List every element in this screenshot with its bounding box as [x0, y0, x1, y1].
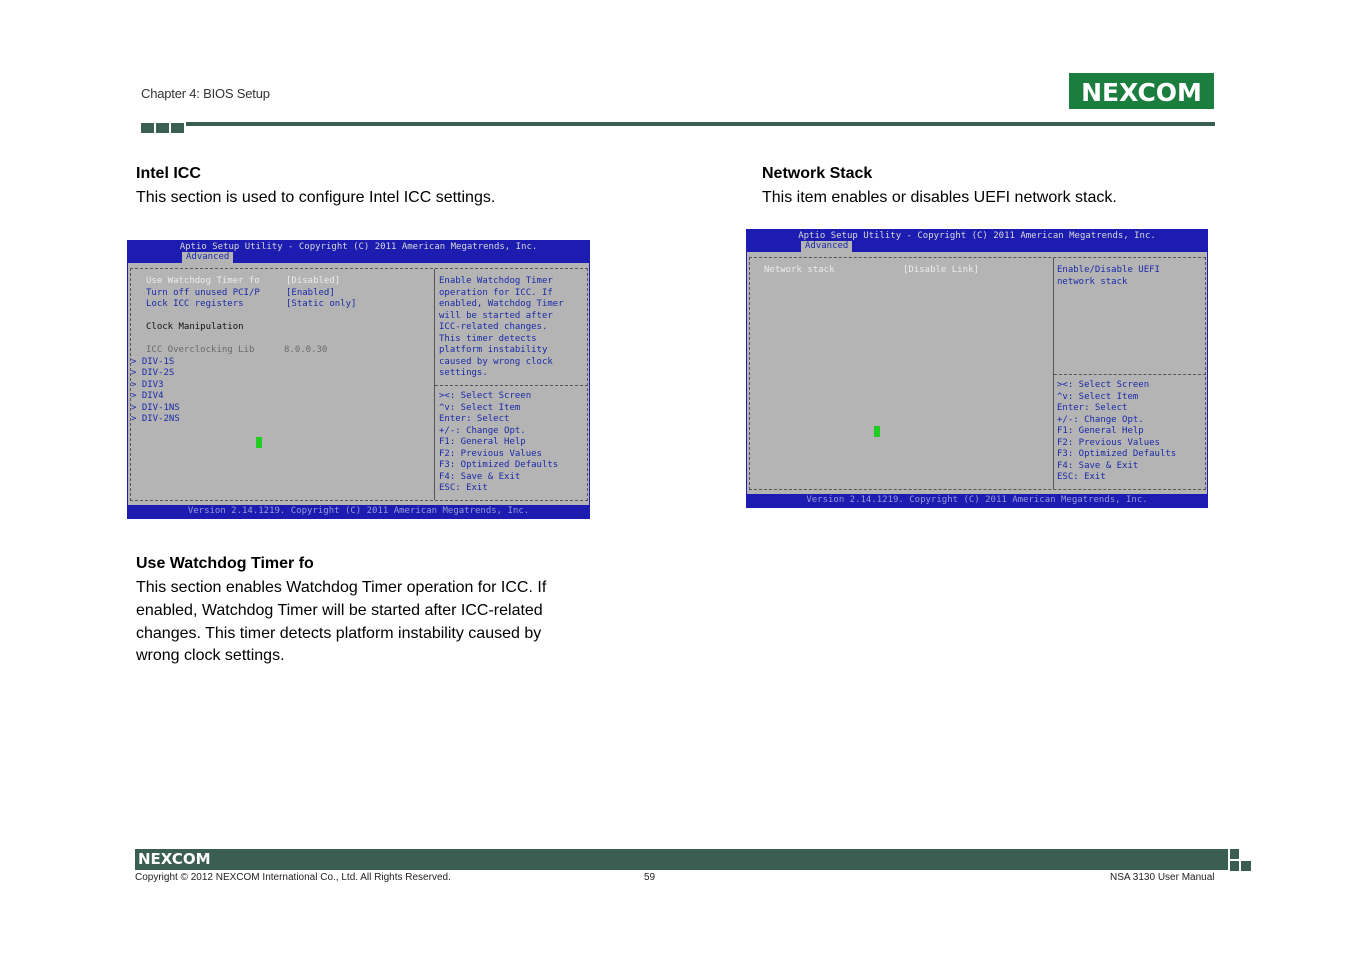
- key-help-line: +/-: Change Opt.: [439, 426, 526, 436]
- key-help-line: ESC: Exit: [1057, 472, 1106, 482]
- key-help-line: F4: Save & Exit: [439, 472, 521, 482]
- key-help-line: Enter: Select: [439, 414, 510, 424]
- help-line: caused by wrong clock: [439, 357, 553, 367]
- submenu-div-1ns[interactable]: > DIV-1NS: [131, 403, 180, 413]
- help-line: enabled, Watchdog Timer: [439, 299, 564, 309]
- header-squares: [141, 123, 184, 133]
- watchdog-text-line: This section enables Watchdog Timer operation for ICC. If: [136, 579, 547, 596]
- help-line: Enable/Disable UEFI: [1057, 265, 1160, 275]
- help-line: will be started after: [439, 311, 553, 321]
- tab-advanced[interactable]: Advanced: [182, 252, 233, 263]
- menu-value-pci[interactable]: [Enabled]: [286, 288, 335, 298]
- footer-bar: [135, 849, 1228, 870]
- help-line: Enable Watchdog Timer: [439, 276, 553, 286]
- help-line: network stack: [1057, 277, 1128, 287]
- key-help-line: F1: General Help: [439, 437, 526, 447]
- bios-version-bar: Version 2.14.1219. Copyright (C) 2011 American Megatrends, Inc.: [128, 505, 589, 518]
- footer-squares: [1230, 849, 1252, 871]
- key-help-line: ><: Select Screen: [1057, 380, 1150, 390]
- submenu-div4[interactable]: > DIV4: [131, 391, 164, 401]
- network-stack-title: Network Stack: [762, 165, 873, 182]
- help-line: platform instability: [439, 345, 548, 355]
- chapter-title: Chapter 4: BIOS Setup: [141, 86, 270, 101]
- menu-value-watchdog[interactable]: [Disabled]: [286, 276, 341, 286]
- network-stack-text: This item enables or disables UEFI network stack.: [762, 189, 1117, 206]
- clock-manipulation-label: Clock Manipulation: [146, 322, 244, 332]
- tab-advanced[interactable]: Advanced: [801, 241, 852, 252]
- watchdog-text-line: changes. This timer detects platform instability caused by: [136, 625, 542, 642]
- key-help-line: F2: Previous Values: [1057, 438, 1160, 448]
- menu-item-lock-icc[interactable]: Lock ICC registers: [146, 299, 244, 309]
- bios-title: Aptio Setup Utility - Copyright (C) 2011 American Megatrends, Inc.: [798, 231, 1156, 241]
- bios-help-divider: [1054, 374, 1206, 375]
- key-help-line: ESC: Exit: [439, 483, 488, 493]
- menu-item-watchdog[interactable]: Use Watchdog Timer fo: [146, 276, 260, 286]
- key-help-line: ><: Select Screen: [439, 391, 532, 401]
- submenu-div3[interactable]: > DIV3: [131, 380, 164, 390]
- header-rule: [186, 122, 1215, 126]
- key-help-line: +/-: Change Opt.: [1057, 415, 1144, 425]
- submenu-div-1s[interactable]: > DIV-1S: [131, 357, 175, 367]
- key-help-line: Enter: Select: [1057, 403, 1128, 413]
- key-help-line: ^v: Select Item: [439, 403, 521, 413]
- key-help-line: F4: Save & Exit: [1057, 461, 1139, 471]
- footer-copyright: Copyright © 2012 NEXCOM International Co., Ltd. All Rights Reserved.: [135, 872, 451, 883]
- bios-version-bar: Version 2.14.1219. Copyright (C) 2011 American Megatrends, Inc.: [747, 494, 1207, 507]
- menu-item-pci[interactable]: Turn off unused PCI/P: [146, 288, 260, 298]
- footer-manual-name: NSA 3130 User Manual: [1110, 872, 1215, 883]
- bios-top-bar: [128, 241, 589, 263]
- key-help-line: ^v: Select Item: [1057, 392, 1139, 402]
- menu-value-network-stack[interactable]: [Disable Link]: [903, 265, 979, 275]
- bios-title: Aptio Setup Utility - Copyright (C) 2011 American Megatrends, Inc.: [179, 242, 538, 252]
- menu-value-lock-icc[interactable]: [Static only]: [286, 299, 357, 309]
- submenu-div-2ns[interactable]: > DIV-2NS: [131, 414, 180, 424]
- watchdog-title: Use Watchdog Timer fo: [136, 555, 314, 572]
- bios-screen-network-stack: [746, 229, 1208, 508]
- watchdog-text-line: wrong clock settings.: [136, 647, 285, 664]
- key-help-line: F2: Previous Values: [439, 449, 542, 459]
- submenu-div-2s[interactable]: > DIV-2S: [131, 368, 175, 378]
- help-line: settings.: [439, 368, 488, 378]
- bios-help-divider: [435, 385, 588, 386]
- help-line: This timer detects: [439, 334, 537, 344]
- icc-lib-value: 8.0.0.30: [284, 345, 328, 355]
- text-cursor: [874, 426, 880, 437]
- footer-page-number: 59: [644, 872, 656, 883]
- intel-icc-text: This section is used to configure Intel ICC settings.: [136, 189, 496, 206]
- icc-lib-label: ICC Overclocking Lib: [146, 345, 255, 355]
- help-line: ICC-related changes.: [439, 322, 548, 332]
- help-line: operation for ICC. If: [439, 288, 553, 298]
- text-cursor: [256, 437, 262, 448]
- key-help-line: F3: Optimized Defaults: [1057, 449, 1177, 459]
- key-help-line: F3: Optimized Defaults: [439, 460, 559, 470]
- nexcom-logo: NEXCOM: [1069, 73, 1214, 109]
- key-help-line: F1: General Help: [1057, 426, 1144, 436]
- bios-screen-intel-icc: [127, 240, 590, 519]
- menu-item-network-stack[interactable]: Network stack: [764, 265, 835, 275]
- intel-icc-title: Intel ICC: [136, 165, 201, 182]
- footer-logo: NEXCOM: [138, 850, 211, 868]
- bios-top-bar: [747, 230, 1207, 252]
- watchdog-text-line: enabled, Watchdog Timer will be started after ICC-related: [136, 602, 543, 619]
